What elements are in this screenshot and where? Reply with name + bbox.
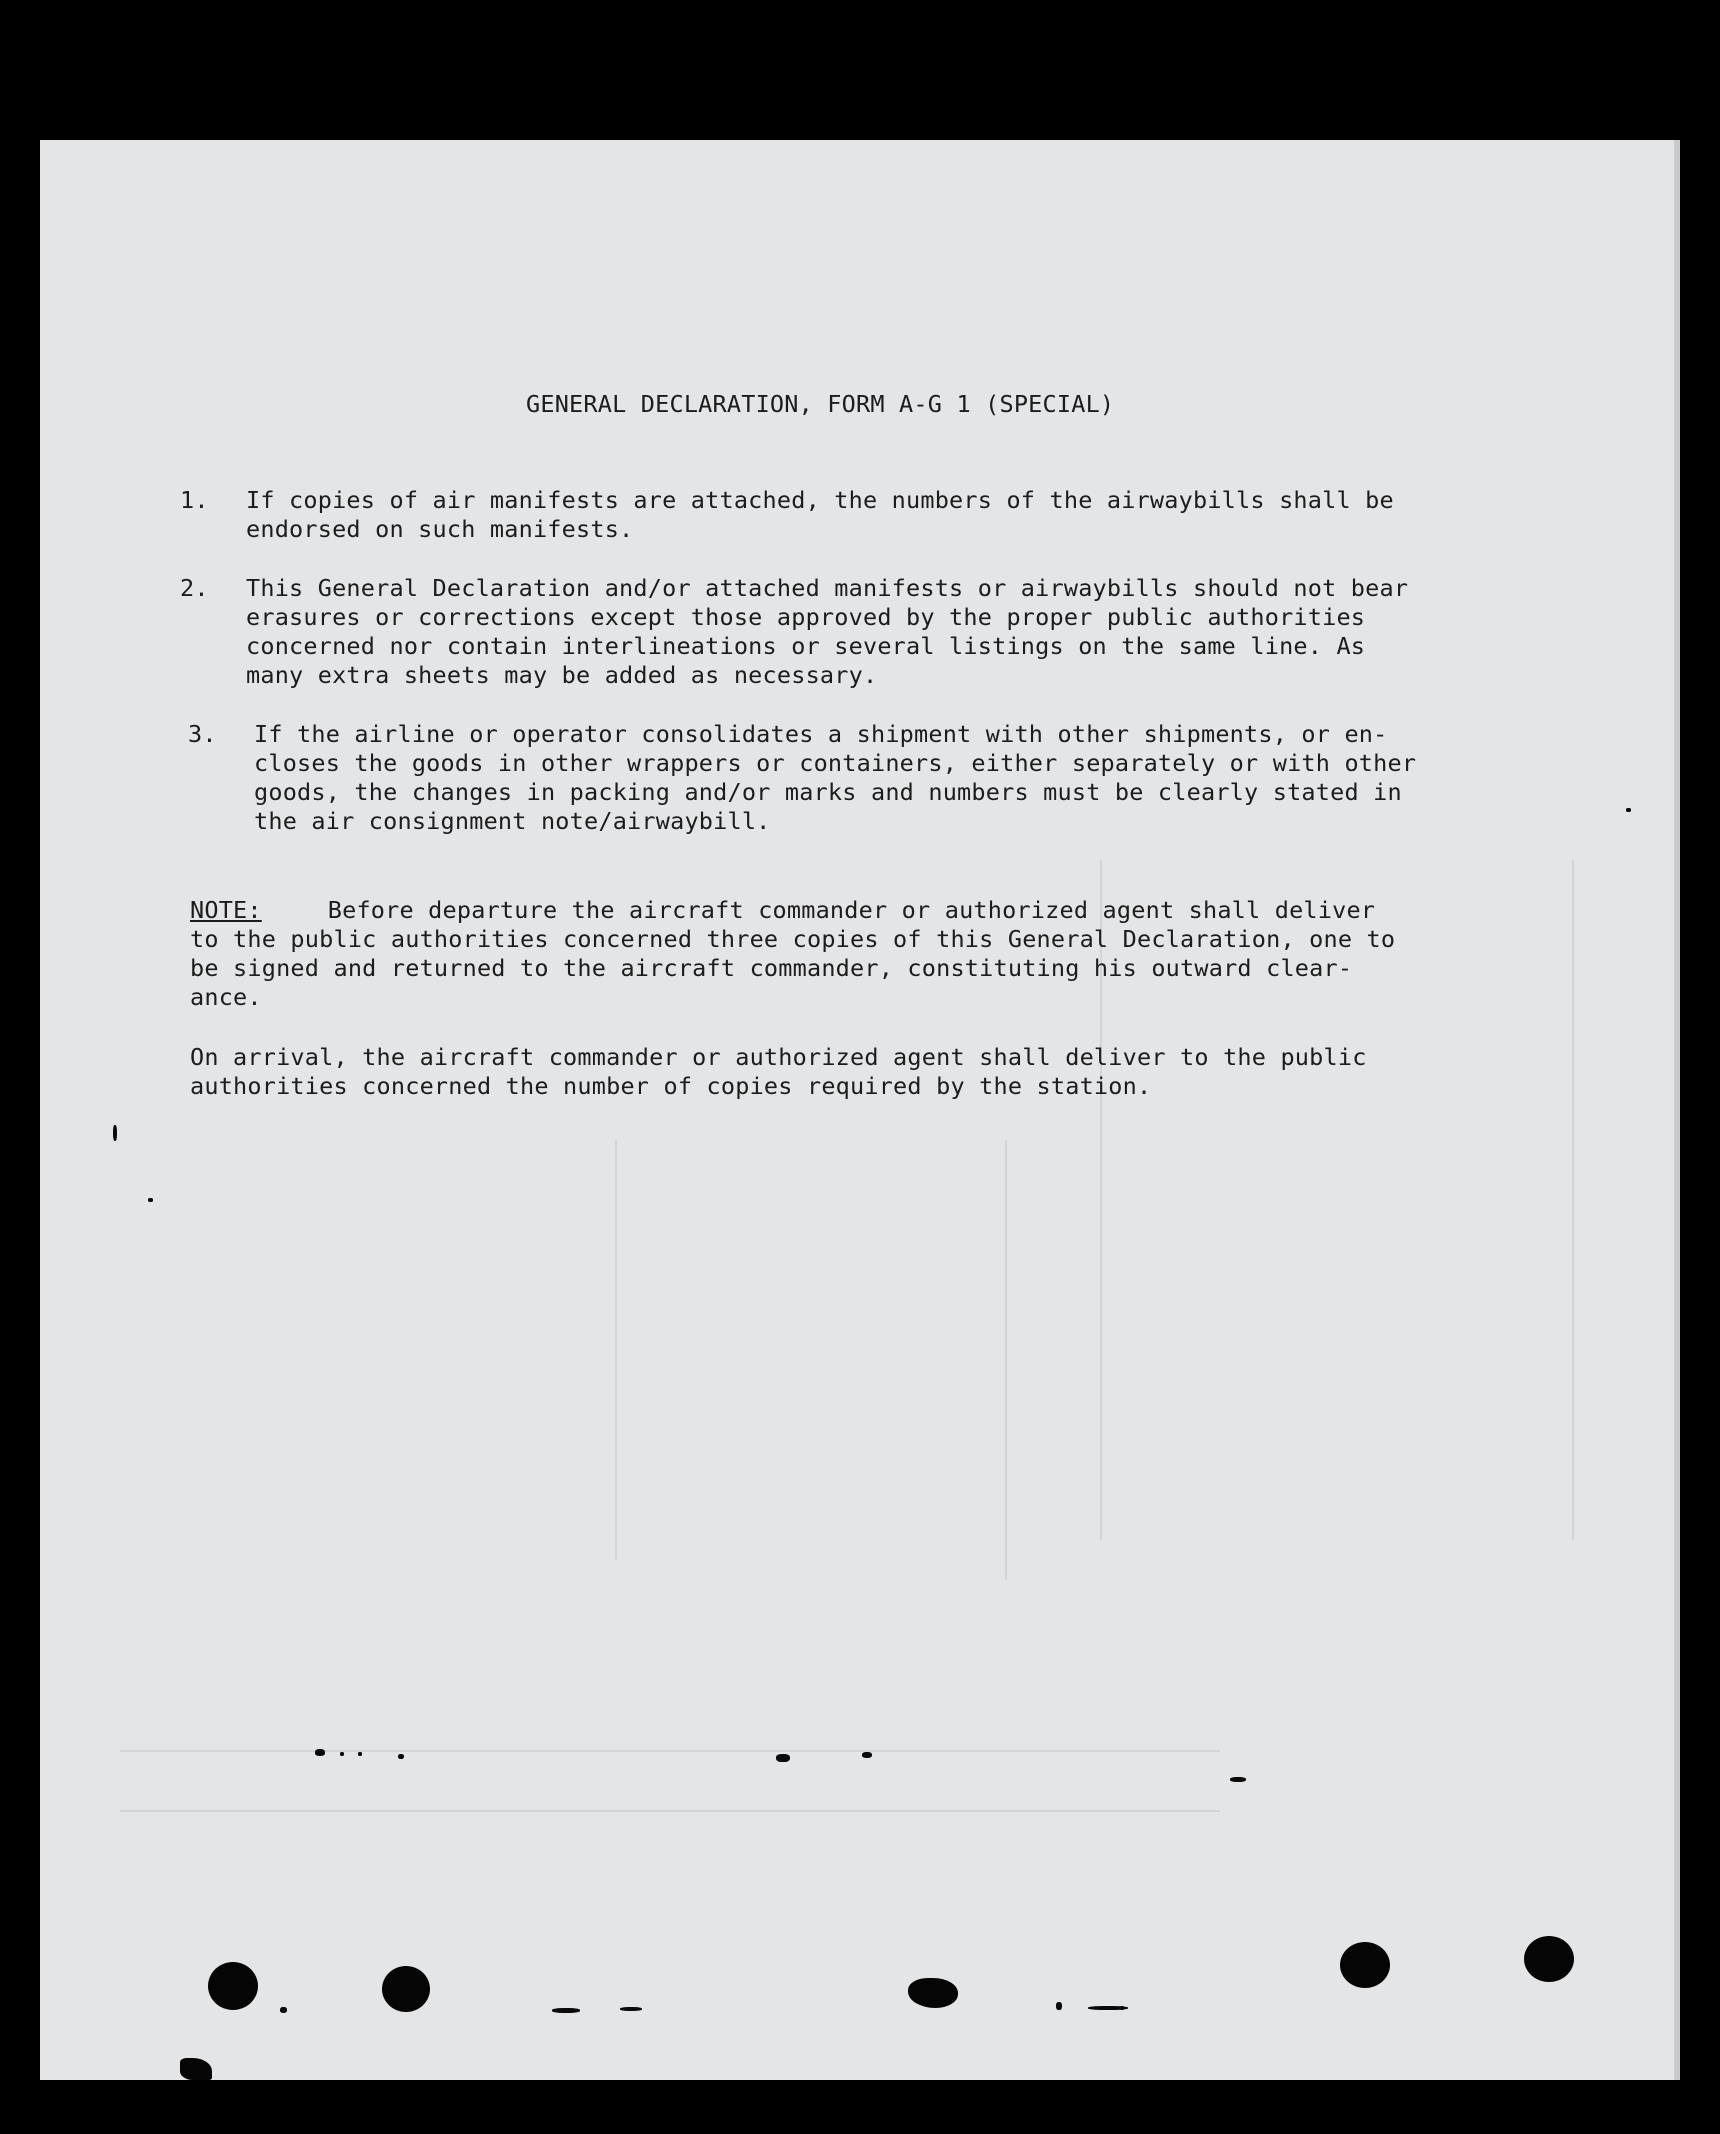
ink-speck [113, 1125, 117, 1141]
ink-speck [358, 1752, 362, 1756]
note-first-line [190, 896, 1580, 925]
bleed-through-column [615, 1140, 617, 1560]
document-title: GENERAL DECLARATION, FORM A-G 1 (SPECIAL) [526, 390, 1115, 418]
item-number: 1. [180, 486, 209, 514]
note-line: ance. [190, 983, 262, 1011]
ink-speck [398, 1754, 404, 1759]
item-line: the air consignment note/airwaybill. [254, 807, 771, 835]
arrival-line: On arrival, the aircraft commander or authorized agent shall deliver to the public [190, 1043, 1367, 1071]
punch-hole [208, 1962, 258, 2010]
ink-speck [280, 2007, 287, 2013]
ink-speck [1230, 1777, 1246, 1782]
item-number: 2. [180, 574, 209, 602]
bleed-through-column [1005, 1140, 1007, 1580]
item-line: endorsed on such manifests. [246, 515, 634, 543]
note-line: Before departure the aircraft commander or authorized agent shall deliver [327, 896, 1376, 924]
ink-speck [1626, 808, 1631, 812]
note-line: to the public authorities concerned three copies of this General Declaration, one to [190, 925, 1396, 953]
ink-speck [552, 2008, 580, 2013]
bleed-through-rule [120, 1810, 1220, 1812]
item-line: If copies of air manifests are attached, the numbers of the airwaybills shall be [246, 486, 1394, 514]
ink-speck [315, 1749, 325, 1756]
corner-mark [180, 2058, 212, 2080]
item-line: many extra sheets may be added as necessary. [246, 661, 878, 689]
item-line: erasures or corrections except those approved by the proper public authorities [246, 603, 1366, 631]
item-number: 3. [188, 720, 217, 748]
ink-speck [620, 2007, 642, 2011]
document-page [40, 140, 1680, 2080]
ink-speck [1120, 2006, 1124, 2010]
ink-speck [862, 1752, 872, 1758]
arrival-line: authorities concerned the number of copies required by the station. [190, 1072, 1152, 1100]
punch-hole [382, 1966, 430, 2012]
item-line: concerned nor contain interlineations or several listings on the same line. As [246, 632, 1366, 660]
note-line: be signed and returned to the aircraft commander, constituting his outward clear- [190, 954, 1353, 982]
item-line: If the airline or operator consolidates a shipment with other shipments, or en- [254, 720, 1388, 748]
punch-hole [1524, 1936, 1574, 1982]
item-line: closes the goods in other wrappers or containers, either separately or with other [254, 749, 1417, 777]
item-line: goods, the changes in packing and/or marks and numbers must be clearly stated in [254, 778, 1402, 806]
ink-speck [1056, 2002, 1062, 2010]
bleed-through-rule [120, 1750, 1220, 1752]
ink-speck [776, 1754, 790, 1762]
punch-hole [1340, 1942, 1390, 1988]
ink-speck [148, 1198, 153, 1202]
item-line: This General Declaration and/or attached manifests or airwaybills should not bear [246, 574, 1409, 602]
ink-speck [340, 1752, 344, 1756]
note-label: NOTE: [190, 896, 262, 924]
punch-hole [908, 1978, 958, 2008]
